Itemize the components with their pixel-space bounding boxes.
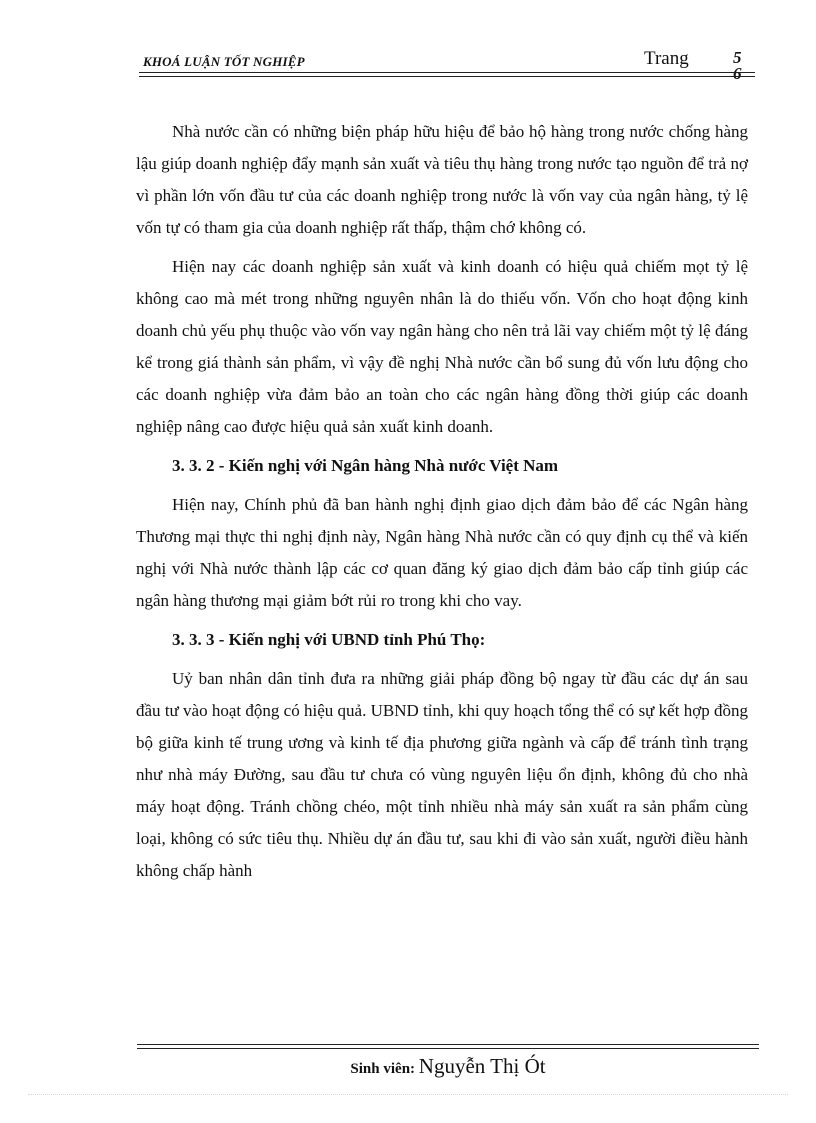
footer-rule	[137, 1044, 759, 1045]
page-label: Trang	[644, 48, 689, 69]
header-title: KHOÁ LUẬN TỐT NGHIỆP	[143, 54, 305, 69]
paragraph: Uỷ ban nhân dân tỉnh đưa ra những giải pháp đồng bộ ngay từ đầu các dự án sau đầu tư vào hoạt động có hiệu quả. UBND tỉnh, khi quy hoạch tổng thể có sự kết hợp đồng bộ giữa kinh tế trung ương và kinh tế địa phương giữa ngành và cấp để tránh tình trạng như nhà máy Đường, sau đầu tư chưa có vùng nguyên liệu ổn định, không đủ cho nhà máy hoạt động. Tránh chồng chéo, một tỉnh nhiều nhà máy sản xuất ra sản phẩm cùng loại, không có sức tiêu thụ. Nhiều dự án đầu tư, sau khi đi vào sản xuất, người điều hành không chấp hành	[136, 669, 748, 880]
paragraph: Nhà nước cần có những biện pháp hữu hiệu để bảo hộ hàng trong nước chống hàng lậu giúp doanh nghiệp đẩy mạnh sản xuất và tiêu thụ hàng trong nước tạo nguồn để trả nợ vì phần lớn vốn đầu tư của các doanh nghiệp trong nước là vốn vay của ngân hàng, tỷ lệ vốn tự có tham gia của doanh nghiệp rất thấp, thậm chớ không có.	[136, 122, 748, 237]
document-body	[136, 116, 748, 887]
header-rule	[139, 76, 755, 77]
header-rule	[139, 72, 755, 73]
footer-colon: :	[410, 1061, 419, 1077]
footer-author	[137, 1054, 759, 1079]
paragraph: Hiện nay các doanh nghiệp sản xuất và kinh doanh có hiệu quả chiếm mọt tỷ lệ không cao mà mét trong những nguyên nhân là do thiếu vốn. Vốn cho hoạt động kinh doanh chủ yếu phụ thuộc vào vốn vay ngân hàng cho nên trả lãi vay chiếm một tỷ lệ đáng kể trong giá thành sản phẩm, vì vậy đề nghị Nhà nước cần bổ sung đủ vốn lưu động cho các doanh nghiệp vừa đảm bảo an toàn cho các ngân hàng đồng thời giúp các doanh nghiệp nâng cao được hiệu quả sản xuất kinh doanh.	[136, 257, 748, 436]
page-header	[139, 48, 755, 83]
footer-label: Sinh viên	[350, 1061, 411, 1077]
author-name: Nguyễn Thị Ót	[418, 1054, 546, 1078]
section-heading: 3. 3. 3 - Kiến nghị với UBND tỉnh Phú Thọ:	[172, 630, 486, 649]
paragraph: Hiện nay, Chính phủ đã ban hành nghị định giao dịch đảm bảo để các Ngân hàng Thương mại thực thi nghị định này, Ngân hàng Nhà nước cần có quy định cụ thể và kiến nghị với Nhà nước thành lập các cơ quan đăng ký giao dịch đảm bảo cấp tỉnh giúp các ngân hàng thương mại giảm bớt rủi ro trong khi cho vay.	[136, 495, 748, 610]
footer-rule	[137, 1048, 759, 1049]
page-number: 56	[733, 48, 742, 83]
section-heading: 3. 3. 2 - Kiến nghị với Ngân hàng Nhà nước Việt Nam	[172, 456, 559, 475]
page-edge	[28, 1094, 788, 1095]
